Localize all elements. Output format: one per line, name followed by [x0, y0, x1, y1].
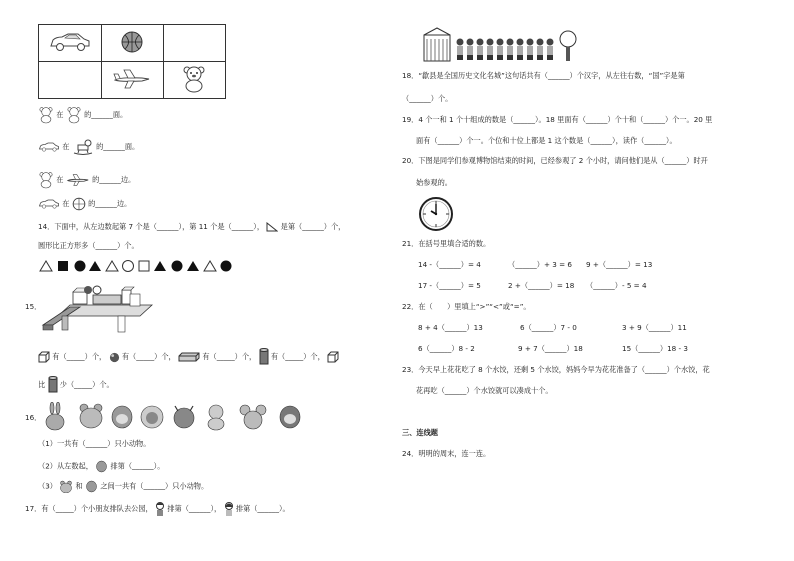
- teddy-bear-icon: [181, 65, 207, 93]
- question-18-line-1: 18．“歙县是全国历史文化名城”这句话共有（______）个汉字，从左往右数，“国”字是第: [402, 71, 685, 80]
- sphere-icon: [109, 352, 120, 363]
- shape-triangle-filled: [89, 261, 101, 271]
- question-23-line-2: 花再吃（______）个水饺就可以凑成十个。: [416, 386, 553, 395]
- question-15-label: 15．: [25, 302, 42, 311]
- rocking-horse-icon: [72, 139, 94, 155]
- grid-cell-empty-1: [163, 25, 225, 62]
- q22-row-1-col-2: 6（______）7 - 0: [520, 323, 577, 332]
- question-16-sub-3: （3） 和 之间一共有（______）只小动物。: [38, 480, 208, 493]
- cube-icon: [327, 351, 339, 363]
- grid-question-2: 在 的______面。: [38, 139, 139, 155]
- bear-icon: [59, 480, 73, 493]
- kids-queue-figure: [420, 25, 580, 63]
- shape-square-filled: [58, 261, 68, 271]
- boy-icon: [155, 502, 165, 516]
- q22-row-2-col-2: 9 + 7（______）18: [518, 344, 583, 353]
- question-16-sub-1: （1）一共有（______）只小动物。: [38, 439, 151, 448]
- grid-cell-empty-2: [39, 62, 102, 99]
- grid-cell-plane: [101, 62, 163, 99]
- question-14-line-1: 14．下面中，从左边数起第 7 个是（______），第 11 个是（______）， 是第（______）个，: [38, 222, 346, 231]
- shape-triangle-outline: [204, 261, 216, 271]
- cow-icon: [174, 406, 194, 428]
- shape-triangle-filled: [187, 261, 199, 271]
- question-22-title: 22．在（ ）里填上“>”“<”或“=”。: [402, 302, 531, 311]
- grid-cell-ball: [101, 25, 163, 62]
- cylinder-icon: [259, 348, 269, 366]
- grid-cell-car: [39, 25, 102, 62]
- shape-circle-filled: [75, 261, 86, 272]
- question-24: 24．明明的周末，连一连。: [402, 449, 491, 458]
- monkey-icon: [95, 460, 108, 473]
- monkey-icon: [280, 406, 300, 428]
- shape-sequence: [38, 259, 258, 273]
- question-18-line-2: （______）个。: [402, 94, 453, 103]
- park-gate-icon: [424, 28, 450, 61]
- q21-row-1-col-3: 9 +（______）= 13: [586, 260, 653, 269]
- right-triangle-icon: [266, 222, 278, 232]
- teddy-bear-icon: [66, 106, 82, 124]
- question-20-line-2: 始参观的。: [416, 178, 452, 187]
- sheep-icon: [141, 406, 163, 428]
- ball-icon: [120, 30, 144, 54]
- shape-triangle-outline: [40, 261, 52, 271]
- mouse-icon: [240, 405, 266, 429]
- block-stack-figure: [40, 280, 160, 336]
- q22-row-1-col-3: 3 + 9（______）11: [622, 323, 687, 332]
- cuboid-icon: [178, 352, 200, 362]
- cube-icon: [38, 351, 50, 363]
- q21-row-2-col-3: （______）- 5 = 4: [586, 281, 647, 290]
- shape-circle-outline: [123, 261, 134, 272]
- chick-icon: [208, 405, 224, 430]
- shape-triangle-filled: [154, 261, 166, 271]
- grid-question-1: 在 的______面。: [38, 106, 127, 124]
- grid-cell-bear: [163, 62, 225, 99]
- car-icon: [38, 141, 60, 153]
- monkey-icon: [85, 480, 98, 493]
- q22-row-2-col-3: 15（______）18 - 3: [622, 344, 688, 353]
- q21-row-1-col-2: （______）+ 3 = 6: [508, 260, 572, 269]
- grid-question-4: 在 的______边。: [38, 197, 131, 211]
- question-16-label: 16．: [25, 413, 42, 422]
- plane-icon: [112, 68, 152, 90]
- tree-icon: [560, 31, 576, 61]
- question-23-line-1: 23．今天早上花花吃了 8 个水饺，还剩 5 个水饺，妈妈今早为花花准备了（______）个水饺，花: [402, 365, 710, 374]
- shape-circle-filled: [172, 261, 183, 272]
- q22-row-2-col-1: 6（______）8 - 2: [418, 344, 475, 353]
- question-14-line-2: 圆形比正方形多（______）个。: [38, 241, 139, 250]
- grid-question-3: 在 的______边。: [38, 171, 135, 189]
- question-14-shape-row: [38, 259, 258, 273]
- question-15-line-2: 比 少（_____）个。: [38, 376, 114, 394]
- rabbit-icon: [46, 402, 64, 430]
- q21-row-1-col-1: 14 -（______）= 4: [418, 260, 481, 269]
- teddy-bear-icon: [38, 171, 54, 189]
- child-icon: [457, 39, 554, 61]
- bear-icon: [80, 404, 102, 428]
- car-icon: [48, 31, 92, 53]
- shape-circle-filled: [221, 261, 232, 272]
- q21-row-2-col-1: 17 -（______）= 5: [418, 281, 481, 290]
- question-16-sub-2: （2）从左数起， 排第（______）。: [38, 460, 164, 473]
- cylinder-icon: [48, 376, 58, 394]
- animal-row: [44, 402, 306, 432]
- clock-icon: [418, 196, 454, 232]
- question-21-title: 21．在括号里填合适的数。: [402, 239, 491, 248]
- question-20-line-1: 20．下图是同学们参观博物馆结束的时间，已经参观了 2 个小时，请问他们是从（______）时开: [402, 156, 708, 165]
- q22-row-1-col-1: 8 + 4（______）13: [418, 323, 483, 332]
- shape-triangle-outline: [106, 261, 118, 271]
- position-grid: [38, 24, 226, 99]
- ball-icon: [72, 197, 86, 211]
- question-15-line-1: 有（_____）个， 有（_____）个， 有（_____）个， 有（_____）个，: [38, 348, 339, 366]
- plane-icon: [66, 173, 90, 187]
- monkey-icon: [112, 406, 132, 428]
- car-icon: [38, 198, 60, 210]
- shape-square-outline: [139, 261, 149, 271]
- girl-icon: [224, 502, 234, 516]
- question-19-line-2: 面有（______）个一。个位和十位上都是 1 这个数是（______），读作（______）。: [416, 136, 677, 145]
- question-19-line-1: 19．4 个一和 1 个十组成的数是（______）。18 里面有（______）个十和（______）个一。20 里: [402, 115, 713, 124]
- question-17: 17．有（_____）个小朋友排队去公园， 排第（______）， 排第（______）。: [25, 502, 290, 516]
- section-3-title: 三、连线题: [402, 428, 438, 437]
- teddy-bear-icon: [38, 106, 54, 124]
- q21-row-2-col-2: 2 +（______）= 18: [508, 281, 575, 290]
